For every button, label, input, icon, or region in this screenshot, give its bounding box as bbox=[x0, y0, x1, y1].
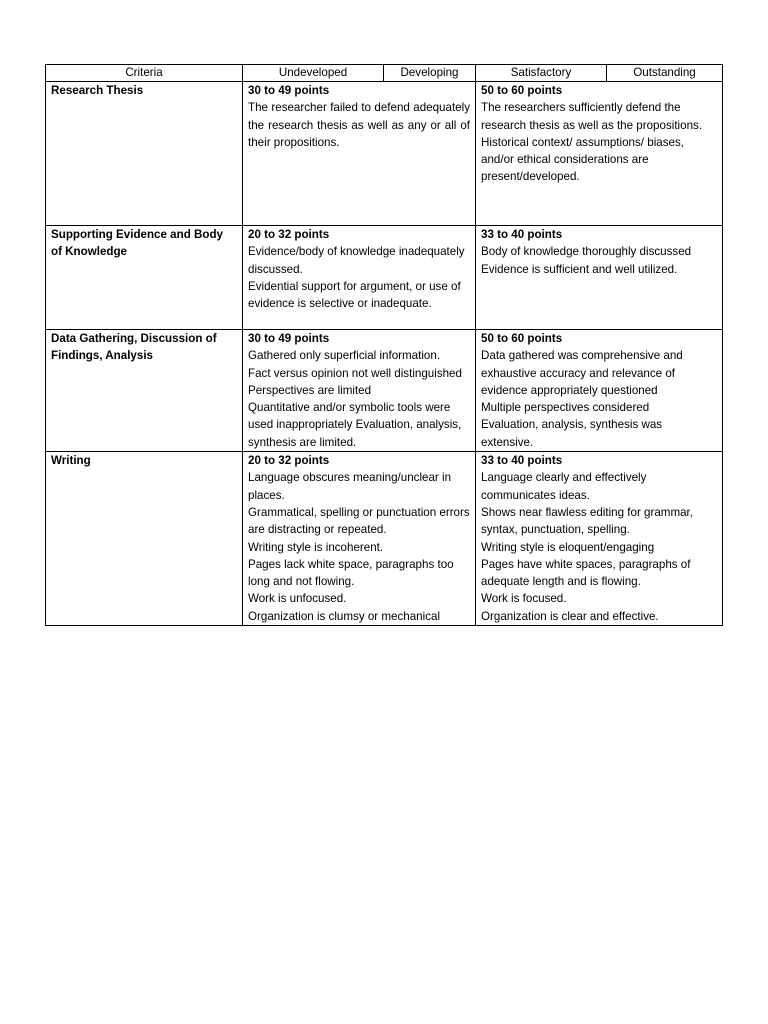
criteria-supporting-evidence: Supporting Evidence and Body of Knowledge bbox=[46, 226, 243, 330]
high-points: 33 to 40 points bbox=[481, 454, 563, 468]
high-description-line: Multiple perspectives considered bbox=[481, 401, 650, 415]
header-undeveloped: Undeveloped bbox=[243, 65, 384, 82]
high-description-line: Work is focused. bbox=[481, 592, 567, 606]
row-writing bbox=[46, 452, 723, 626]
low-points: 30 to 49 points bbox=[248, 84, 330, 97]
criteria-writing: Writing bbox=[46, 452, 243, 626]
low-description-line: Evidence/body of knowledge inadequately discussed. bbox=[248, 245, 465, 276]
header-row bbox=[46, 65, 723, 82]
high-points: 50 to 60 points bbox=[481, 84, 563, 97]
high-description-line: Organization is clear and effective. bbox=[481, 609, 659, 623]
high-points: 33 to 40 points bbox=[481, 228, 563, 241]
high-description-line: Evidence is sufficient and well utilized. bbox=[481, 262, 678, 276]
low-points: 20 to 32 points bbox=[248, 228, 330, 241]
low-description-line: Fact versus opinion not well distinguished Perspectives are limited bbox=[248, 366, 462, 397]
row-research-thesis bbox=[46, 82, 723, 226]
high-description-line: Writing style is eloquent/engaging bbox=[481, 540, 655, 554]
header-criteria: Criteria bbox=[46, 65, 243, 82]
high-cell-research-thesis bbox=[476, 82, 723, 226]
low-description-line: Organization is clumsy or mechanical bbox=[248, 609, 441, 623]
high-description-line: Data gathered was comprehensive and exhaustive accuracy and relevance of evidence appropriately questioned bbox=[481, 349, 683, 397]
low-cell-supporting-evidence bbox=[243, 226, 476, 330]
low-cell-writing bbox=[243, 452, 476, 626]
high-description-line: Evaluation, analysis, synthesis was extensive. bbox=[481, 418, 663, 449]
low-description: The researcher failed to defend adequately the research thesis as well as any or all of their propositions. bbox=[248, 101, 470, 149]
high-description-line: The researchers sufficiently defend the research thesis as well as the propositions. bbox=[481, 101, 703, 132]
low-description-line: Writing style is incoherent. bbox=[248, 540, 384, 554]
criteria-research-thesis: Research Thesis bbox=[46, 82, 243, 226]
low-cell-data-gathering bbox=[243, 330, 476, 452]
high-description-line: Body of knowledge thoroughly discussed bbox=[481, 245, 692, 259]
high-description-line: Shows near flawless editing for grammar, syntax, punctuation, spelling. bbox=[481, 505, 693, 537]
low-points: 30 to 49 points bbox=[248, 332, 330, 345]
header-developing: Developing bbox=[384, 65, 476, 82]
low-description-line: Grammatical, spelling or punctuation errors are distracting or repeated. bbox=[248, 505, 470, 537]
high-cell-writing bbox=[476, 452, 723, 626]
low-cell-research-thesis bbox=[243, 82, 476, 226]
high-cell-supporting-evidence bbox=[476, 226, 723, 330]
row-supporting-evidence bbox=[46, 226, 723, 330]
low-description-line: Gathered only superficial information. bbox=[248, 349, 441, 363]
high-cell-data-gathering bbox=[476, 330, 723, 452]
high-description-line: Language clearly and effectively communicates ideas. bbox=[481, 471, 647, 502]
high-points: 50 to 60 points bbox=[481, 332, 563, 345]
header-outstanding: Outstanding bbox=[607, 65, 723, 82]
header-satisfactory: Satisfactory bbox=[476, 65, 607, 82]
low-description-line: Language obscures meaning/unclear in places. bbox=[248, 471, 452, 502]
criteria-data-gathering: Data Gathering, Discussion of Findings, Analysis bbox=[46, 330, 243, 452]
low-description-line: Work is unfocused. bbox=[248, 592, 347, 606]
row-data-gathering bbox=[46, 330, 723, 452]
high-description-line: Pages have white spaces, paragraphs of adequate length and is flowing. bbox=[481, 557, 691, 589]
low-description-line: Quantitative and/or symbolic tools were used inappropriately Evaluation, analysis, synthesis are limited. bbox=[248, 401, 462, 449]
low-description-line: Evidential support for argument, or use of evidence is selective or inadequate. bbox=[248, 279, 461, 311]
rubric-table bbox=[45, 64, 723, 626]
low-points: 20 to 32 points bbox=[248, 454, 330, 468]
high-description-line: Historical context/ assumptions/ biases, and/or ethical considerations are present/developed. bbox=[481, 135, 684, 184]
low-description-line: Pages lack white space, paragraphs too long and not flowing. bbox=[248, 557, 454, 589]
